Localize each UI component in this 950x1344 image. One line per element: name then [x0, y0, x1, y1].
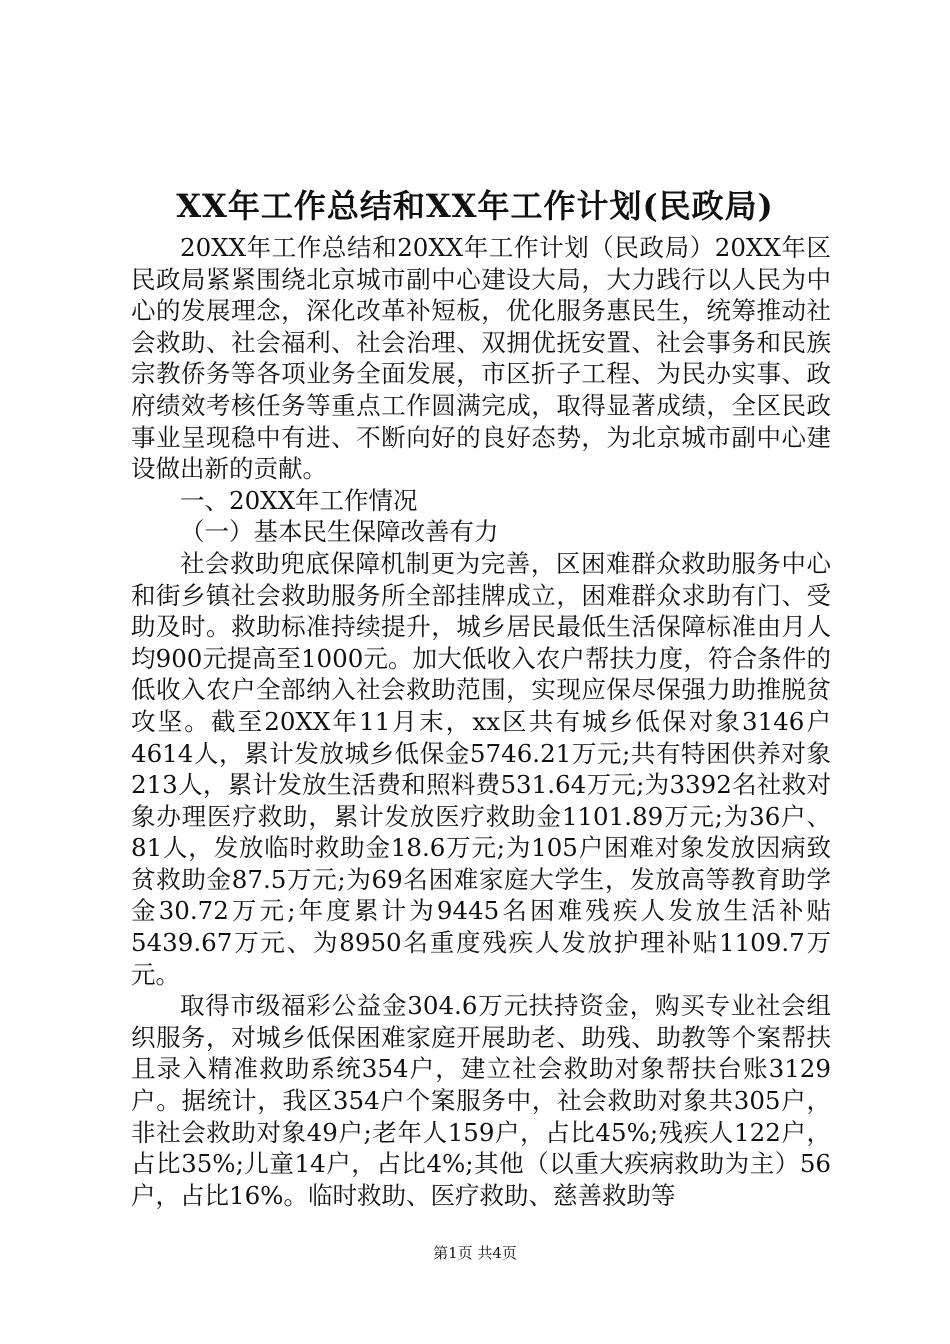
- subsection-heading: （一）基本民生保障改善有力: [180, 517, 499, 547]
- paragraph-welfare-lottery: 取得市级福彩公益金304.6万元扶持资金，购买专业社会组织服务，对城乡低保困难家庭开展助老、助残、助教等个案帮扶且录入精准救助系统354户，建立社会救助对象帮扶台账3129户。据统计，我区354户个案服务中，社会救助对象共305户，非社会救助对象49户;老年人159户，占比45%;残疾人122户，占比35%;儿童14户，占比4%;其他（以重大疾病救助为主）56户，占比16%。临时救助、医疗救助、慈善救助等: [131, 991, 831, 1210]
- paragraph-social-assistance: 社会救助兜底保障机制更为完善，区困难群众救助服务中心和街乡镇社会救助服务所全部挂牌成立，困难群众求助有门、受助及时。救助标准持续提升，城乡居民最低生活保障标准由月人均900元提高至1000元。加大低收入农户帮扶力度，符合条件的低收入农户全部纳入社会救助范围，实现应保尽保强力助推脱贫攻坚。截至20XX年11月末，xx区共有城乡低保对象3146户4614人，累计发放城乡低保金5746.21万元;共有特困供养对象213人，累计发放生活费和照料费531.64万元;为3392名社救对象办理医疗救助，累计发放医疗救助金1101.89万元;为36户、81人，发放临时救助金18.6万元;为105户困难对象发放因病致贫救助金87.5万元;为69名困难家庭大学生，发放高等教育助学金30.72万元;年度累计为9445名困难残疾人发放生活补贴5439.67万元、为8950名重度残疾人发放护理补贴1109.7万元。: [131, 548, 831, 989]
- page-footer: 第1页 共4页: [433, 1244, 517, 1262]
- document-body: [131, 232, 831, 1211]
- paragraph-intro: 20XX年工作总结和20XX年工作计划（民政局）20XX年区民政局紧紧围绕北京城市副中心建设大局，大力践行以人民为中心的发展理念，深化改革补短板，优化服务惠民生，统筹推动社会救助、社会福利、社会治理、双拥优抚安置、社会事务和民族宗教侨务等各项业务全面发展，市区折子工程、为民办实事、政府绩效考核任务等重点工作圆满完成，取得显著成绩，全区民政事业呈现稳中有进、不断向好的良好态势，为北京城市副中心建设做出新的贡献。: [131, 233, 831, 484]
- document-title: XX年工作总结和XX年工作计划(民政局): [176, 187, 774, 225]
- section-heading: 一、20XX年工作情况: [180, 485, 418, 515]
